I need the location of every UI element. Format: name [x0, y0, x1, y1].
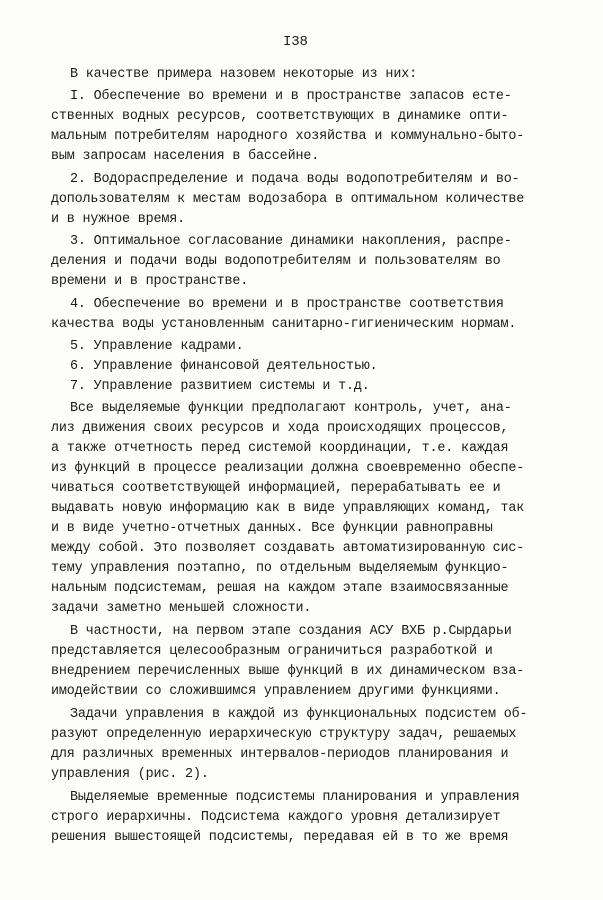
text-line: решения вышестоящей подсистемы, передавая ей в то же время — [51, 830, 509, 845]
text-line: и в виде учетно-отчетных данных. Все функции равноправны — [51, 521, 493, 536]
text-line: внедрением перечисленных выше функций в их динамическом вза- — [51, 664, 525, 679]
text-line: В частности, на первом этапе создания АСУ ВХБ р.Сырдарьи — [70, 624, 512, 639]
text-line: строго иерархичны. Подсистема каждого уровня детализирует — [51, 810, 501, 825]
text-line: управления (рис. 2). — [51, 767, 209, 782]
text-line: деления и подачи воды водопотребителям и пользователям во — [51, 254, 501, 269]
text-line: вым запросам населения в бассейне. — [51, 149, 320, 164]
text-line: задачи заметно меньшей сложности. — [51, 601, 312, 616]
text-line: Задачи управления в каждой из функциональных подсистем об- — [70, 707, 528, 722]
text-line: разуют определенную иерархическую структуру задач, решаемых — [51, 727, 517, 742]
text-line: допользователям к местам водозабора в оптимальном количестве — [51, 192, 525, 207]
text-line: 4. Обеспечение во времени и в пространстве соответствия — [70, 297, 504, 312]
text-line: лиз движения своих ресурсов и хода происходящих процессов, — [51, 421, 509, 436]
text-line: времени и в пространстве. — [51, 274, 249, 289]
text-line: между собой. Это позволяет создавать автоматизированную сис- — [51, 541, 525, 556]
text-line: из функций в процессе реализации должна своевременно обеспе- — [51, 461, 525, 476]
text-line: 3. Оптимальное согласование динамики накопления, распре- — [70, 234, 512, 249]
text-line: Выделяемые временные подсистемы планирования и управления — [70, 790, 520, 805]
text-line: качества воды установленным санитарно-гигиеническим нормам. — [51, 317, 517, 332]
page-number: I38 — [283, 34, 308, 50]
text-line: 2. Водораспределение и подача воды водопотребителям и во- — [70, 172, 520, 187]
text-line: тему управления поэтапно, по отдельным выделяемым функцио- — [51, 561, 509, 576]
text-line: чиваться соответствующей информацией, перерабатывать ее и — [51, 481, 501, 496]
text-line: а также отчетность перед системой координации, т.е. каждая — [51, 441, 509, 456]
text-line: 7. Управление развитием системы и т.д. — [70, 379, 370, 394]
text-line: I. Обеспечение во времени и в пространстве запасов есте- — [70, 89, 512, 104]
text-line: выдавать новую информацию как в виде управляющих команд, так — [51, 501, 525, 516]
text-line: мальным потребителям народного хозяйства и коммунально-быто- — [51, 129, 525, 144]
text-line: 5. Управление кадрами. — [70, 339, 244, 354]
text-line: 6. Управление финансовой деятельностью. — [70, 359, 378, 374]
text-line: ственных водных ресурсов, соответствующих в динамике опти- — [51, 109, 509, 124]
text-line: нальным подсистемам, решая на каждом этапе взаимосвязанные — [51, 581, 509, 596]
text-line: и в нужное время. — [51, 212, 186, 227]
text-line: Все выделяемые функции предполагают контроль, учет, ана- — [70, 401, 512, 416]
text-line: для различных временных интервалов-периодов планирования и — [51, 747, 509, 762]
text-line: имодействии со сложившимся управлением другими функциями. — [51, 684, 501, 699]
text-line: В качестве примера назовем некоторые из них: — [70, 67, 417, 82]
text-line: представляется целесообразным ограничиться разработкой и — [51, 644, 493, 659]
